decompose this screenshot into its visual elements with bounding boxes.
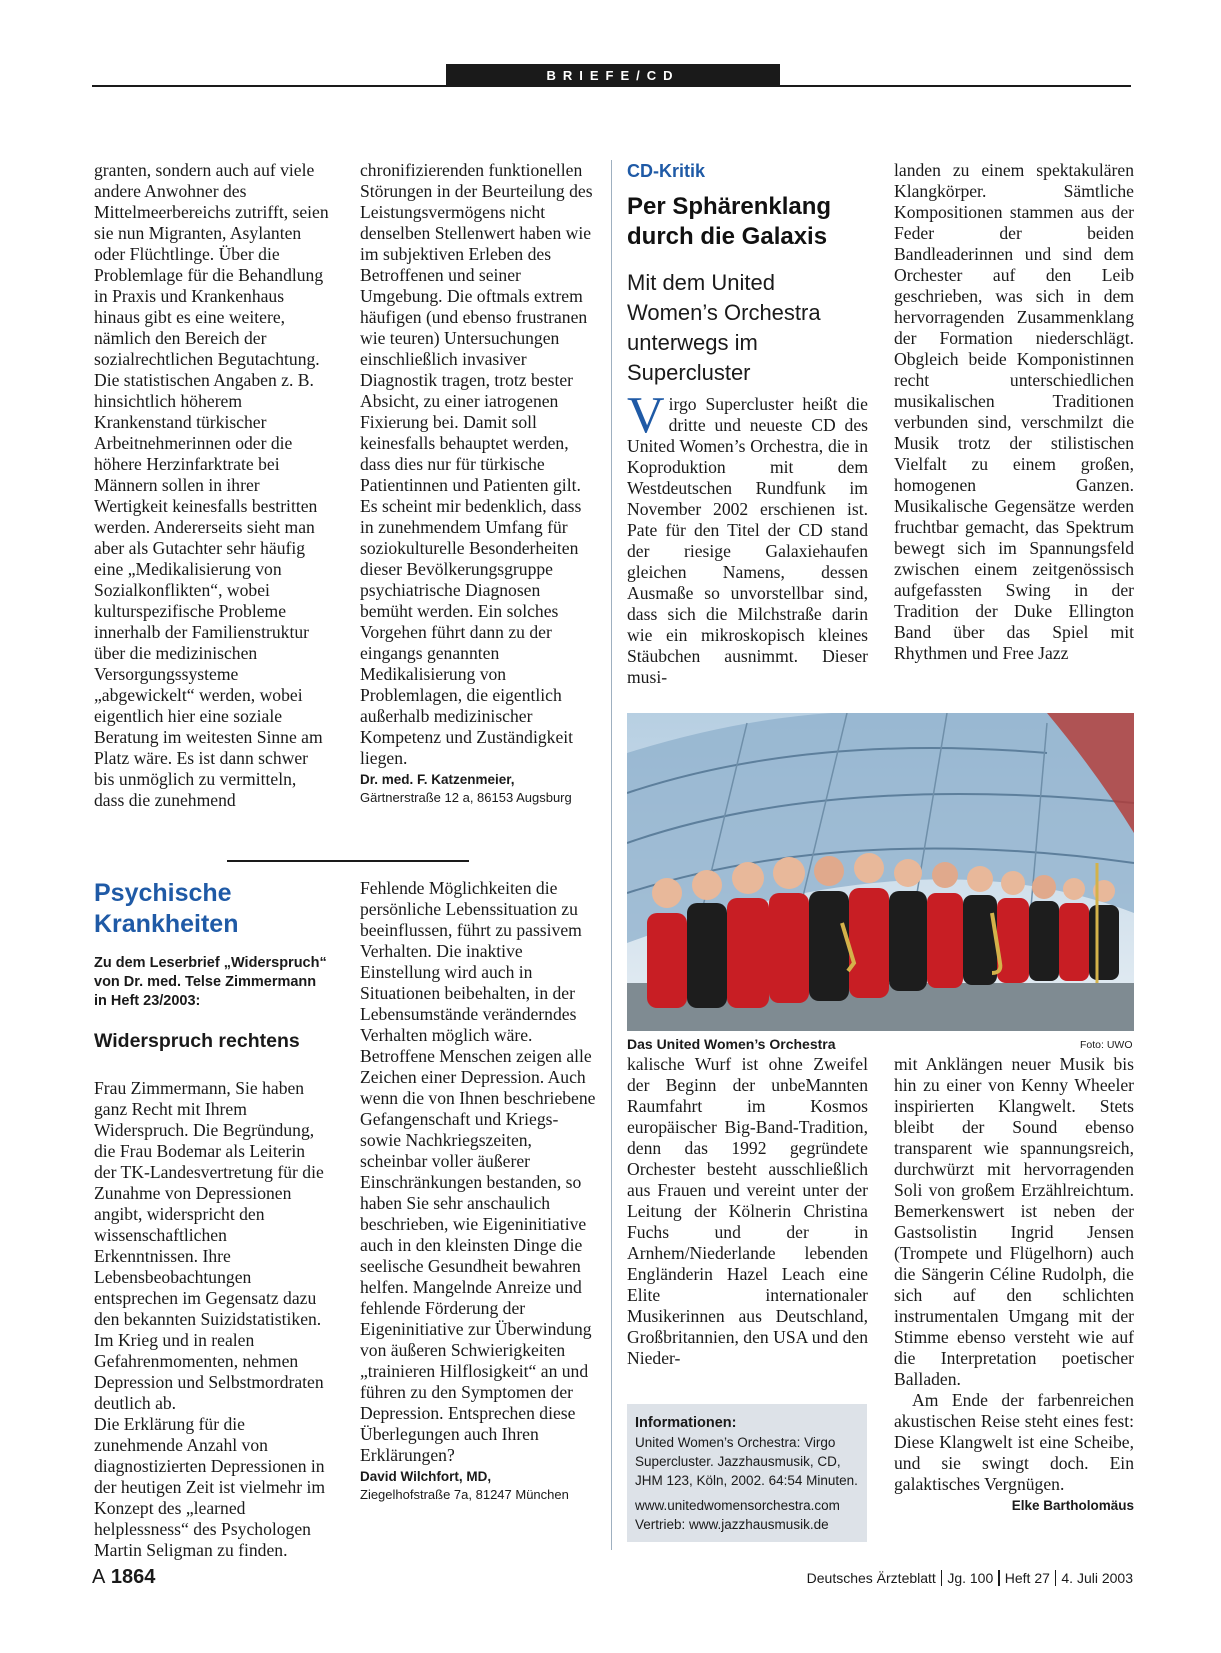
letter2-paragraph: Frau Zimmermann, Sie haben ganz Recht mit Ihrem Widerspruch. Die Begründung, die Frau Bodemar als Leiterin der TK-Landesvertretung für die Zunahme von Depressionen angibt, widerspricht den wissenschaftlichen Erkenntnissen. Ihre Lebensbeobachtungen entsprechen im Gegensatz dazu den bekannten Suizidstatistiken. Im Krieg und in realen Gefahrenmomenten, nehmen Depression und Selbstmordraten deutlich ab. bbox=[94, 1078, 324, 1413]
cd-review-column3-top bbox=[627, 387, 868, 688]
drop-cap: V bbox=[627, 387, 665, 444]
section-divider bbox=[227, 860, 469, 862]
cd-review-subtitle: Mit dem United Women’s Orchestra unterwegs im Supercluster bbox=[627, 270, 821, 385]
letter1-author: Dr. med. F. Katzenmeier, bbox=[360, 772, 515, 787]
journal-name: Deutsches Ärzteblatt bbox=[806, 1570, 936, 1586]
page-number-value: 1864 bbox=[110, 1566, 156, 1588]
cd-review-column4-bottom bbox=[894, 1054, 1134, 1516]
letter1-column2 bbox=[360, 160, 596, 807]
letter2-column2 bbox=[360, 878, 596, 1504]
letter2-paragraph: Die Erklärung für die zunehmende Anzahl von diagnostizierten Depressionen in der heutigen Zeit ist vielmehr im Konzept des „learned helplessness“ des Psychologen Martin Seligman zu finden. bbox=[94, 1414, 326, 1560]
photo-credit: Foto: UWO bbox=[1080, 1039, 1133, 1051]
letter1-paragraph: Die statistischen Angaben z. B. hinsichtlich höherem Krankenstand türkischer Arbeitnehmerinnen oder die höhere Herzinfarktrate bei Männern sollen in ihrer Wertigkeit keinesfalls bestritten werden. Andererseits sieht man aber als Gutachter sehr häufig eine „Medikalisierung von Sozialkonflikten“, wobei kulturspezifische Probleme innerhalb der Familienstruktur über die medizinischen Versorgungssysteme „abgewickelt“ werden, wobei eigentlich hier eine soziale Beratung im weitesten Sinne am Platz wäre. Es ist dann schwer bis unmöglich zu vermitteln, dass die zunehmend bbox=[94, 370, 323, 810]
page-prefix: A bbox=[92, 1566, 106, 1588]
cd-review-header bbox=[627, 160, 868, 388]
cd-review-paragraph: landen zu einem spektakulären Klangkörper. Sämtliche Kompositionen stammen aus der Feder der beiden Bandleaderinnen und sind dem Orchester auf den Leib geschrieben, was sich in dem hervorragenden Zusammenklang der Formation niederschlägt. Obgleich beide Komponistinnen recht unterschiedlichen musikalischen Traditionen verbunden sind, verschmilzt die Musik trotz der stilistischen Vielfalt zu einem großen, homogenen Ganzen. Musikalische Gegensätze werden fruchtbar gemacht, das Spektrum bewegt sich im Spannungsfeld zwischen einem zeitgenössisch aufgefassten Swing in der Tradition der Duke Ellington Band über das Spiel mit Rhythmen und Free Jazz bbox=[894, 160, 1134, 663]
page-number bbox=[92, 1566, 155, 1589]
section-label: BRIEFE/CD bbox=[446, 64, 780, 87]
letter1-paragraph: chronifizierenden funktionellen Störungen in der Beurteilung des Leistungsvermögens nicht denselben Stellenwert haben wie im subjektiven Erleben des Betroffenen und seiner Umgebung. Die oftmals extrem häufigen (und ebenso frustranen wie teuren) Untersuchungen einschließlich invasiver Diagnostik tragen, trotz bester Absicht, zu einer iatrogenen Fixierung bei. Damit soll keinesfalls behauptet werden, dass dies nur für türkische Patientinnen und Patienten gilt. Es scheint mir bedenklich, dass in zunehmendem Umfang für soziokulturelle Besonderheiten dieser Bevölkerungsgruppe psychiatrische Diagnosen bemüht werden. Ein solches Vorgehen führt dann zu der eingangs genannten Medikalisierung von Problemlagen, die eigentlich außerhalb medizinischer Kompetenz und Zuständigkeit liegen. bbox=[360, 160, 593, 768]
orchestra-photo-illustration bbox=[627, 713, 1134, 1031]
orchestra-photo bbox=[627, 713, 1134, 1031]
column-rule bbox=[611, 160, 612, 1550]
letter2-headline: Psychische Krankheiten bbox=[94, 879, 239, 938]
cd-review-column4-top bbox=[894, 160, 1134, 664]
info-box bbox=[627, 1404, 867, 1542]
letter2-subhead: Widerspruch rechtens bbox=[94, 1030, 300, 1052]
cd-review-paragraph: Am Ende der farbenreichen akustischen Reise steht eines fest: Diese Klangwelt ist eine Scheibe, und sie swingt doch. Ein galaktisches Vergnügen. bbox=[894, 1390, 1134, 1494]
letter2-author: David Wilchfort, MD, bbox=[360, 1469, 492, 1484]
letter1-address: Gärtnerstraße 12 a, 86153 Augsburg bbox=[360, 790, 572, 805]
cd-review-paragraph: mit Anklängen neuer Musik bis hin zu einer von Kenny Wheeler inspirierten Klangwelt. Stets bleibt der Sound ebenso transparent wie spannungsreich, durchwürzt mit hervorragenden Soli von großem Erzählreichtum. Bemerkenswert ist neben der Gastsolistin Ingrid Jensen (Trompete und Flügelhorn) auch die Sängerin Céline Rudolph, die sich auf den schlichten instrumentalen Umgang mit der Stimme ebenso versteht wie auf die Interpretation poetischer Balladen. bbox=[894, 1054, 1134, 1389]
cd-review-kicker: CD-Kritik bbox=[627, 161, 706, 181]
journal-issue: Heft 27 bbox=[1004, 1570, 1050, 1586]
cd-review-paragraph: irgo Supercluster heißt die dritte und neueste CD des United Women’s Orchestra, die in Koproduktion mit dem Westdeutschen Rundfunk im November 2002 erschienen ist. Pate für den Titel der CD stand der riesige Galaxiehaufen gleichen Namens, dessen Ausmaße so unvorstellbar sind, dass sich die Milchstraße darin wie ein mikroskopisch kleines Stäubchen ausnimmt. Dieser musi- bbox=[627, 394, 868, 687]
journal-footer bbox=[807, 1570, 1133, 1586]
info-box-title: Informationen: bbox=[635, 1415, 737, 1431]
cd-review-title: Per Sphärenklang durch die Galaxis bbox=[627, 193, 832, 250]
cd-review-author: Elke Bartholomäus bbox=[1011, 1498, 1134, 1513]
letter2-reference: Zu dem Leserbrief „Widerspruch“ von Dr. med. Telse Zimmermann in Heft 23/2003: bbox=[94, 955, 327, 1009]
letter1-column1 bbox=[94, 160, 330, 811]
journal-date: 4. Juli 2003 bbox=[1061, 1570, 1133, 1586]
letter2-address: Ziegelhofstraße 7a, 81247 München bbox=[360, 1487, 569, 1502]
letter2-column1 bbox=[94, 1078, 330, 1561]
photo-caption: Das United Women’s Orchestra bbox=[627, 1036, 836, 1052]
letter2-header bbox=[94, 878, 330, 1053]
letter2-paragraph: Fehlende Möglichkeiten die persönliche Lebenssituation zu beeinflussen, führt zu passivem Verhalten. Die inaktive Einstellung wird auch in Situationen beibehalten, in der Lebensumstände veränderndes Verhalten möglich wäre. Betroffene Menschen zeigen alle Zeichen einer Depression. Auch wenn die von Ihnen beschriebene Gefangenschaft und Kriegs- sowie Nachkriegszeiten, scheinbar voller äußerer Einschränkungen bestanden, so haben Sie sehr anschaulich beschrieben, wie Eigeninitiative auch in den kleinsten Dinge die seelische Gesundheit bewahren helfen. Mangelnde Anreize und fehlende Förderung der Eigeninitiative zur Überwindung von äußeren Schwierigkeiten „trainieren Hilflosigkeit“ an und führen zu den Symptomen der Depression. Entsprechen diese Überlegungen auch Ihren Erklärungen? bbox=[360, 878, 596, 1465]
letter1-paragraph: granten, sondern auch auf viele andere Anwohner des Mittelmeerbereichs zutrifft, seien sie nun Migranten, Asylanten oder Flüchtlinge. Über die Problemlage für die Behandlung in Praxis und Krankenhaus hinaus gibt es eine weitere, nämlich den Bereich der sozialrechtlichen Begutachtung. bbox=[94, 160, 329, 369]
info-box-link[interactable]: www.unitedwomensorchestra.com bbox=[635, 1498, 840, 1513]
cd-review-column3-bottom bbox=[627, 1054, 868, 1369]
cd-review-paragraph: kalische Wurf ist ohne Zweifel der Beginn der unbeMannten Raumfahrt im Kosmos europäischer Big-Band-Tradition, denn das 1992 gegründete Orchester besteht ausschließlich aus Frauen und vereint unter der Leitung der Kölnerin Christina Fuchs und der in Arnhem/Niederlande lebenden Engländerin Hazel Leach eine Elite internationaler Musikerinnen aus Deutschland, Großbritannien, den USA und den Nieder- bbox=[627, 1054, 868, 1368]
info-box-text: United Women’s Orchestra: Virgo Supercluster. Jazzhausmusik, CD, JHM 123, Köln, 2002. 64:54 Minuten. bbox=[635, 1435, 858, 1488]
journal-volume: Jg. 100 bbox=[947, 1570, 994, 1586]
info-box-link[interactable]: Vertrieb: www.jazzhausmusik.de bbox=[635, 1517, 829, 1532]
